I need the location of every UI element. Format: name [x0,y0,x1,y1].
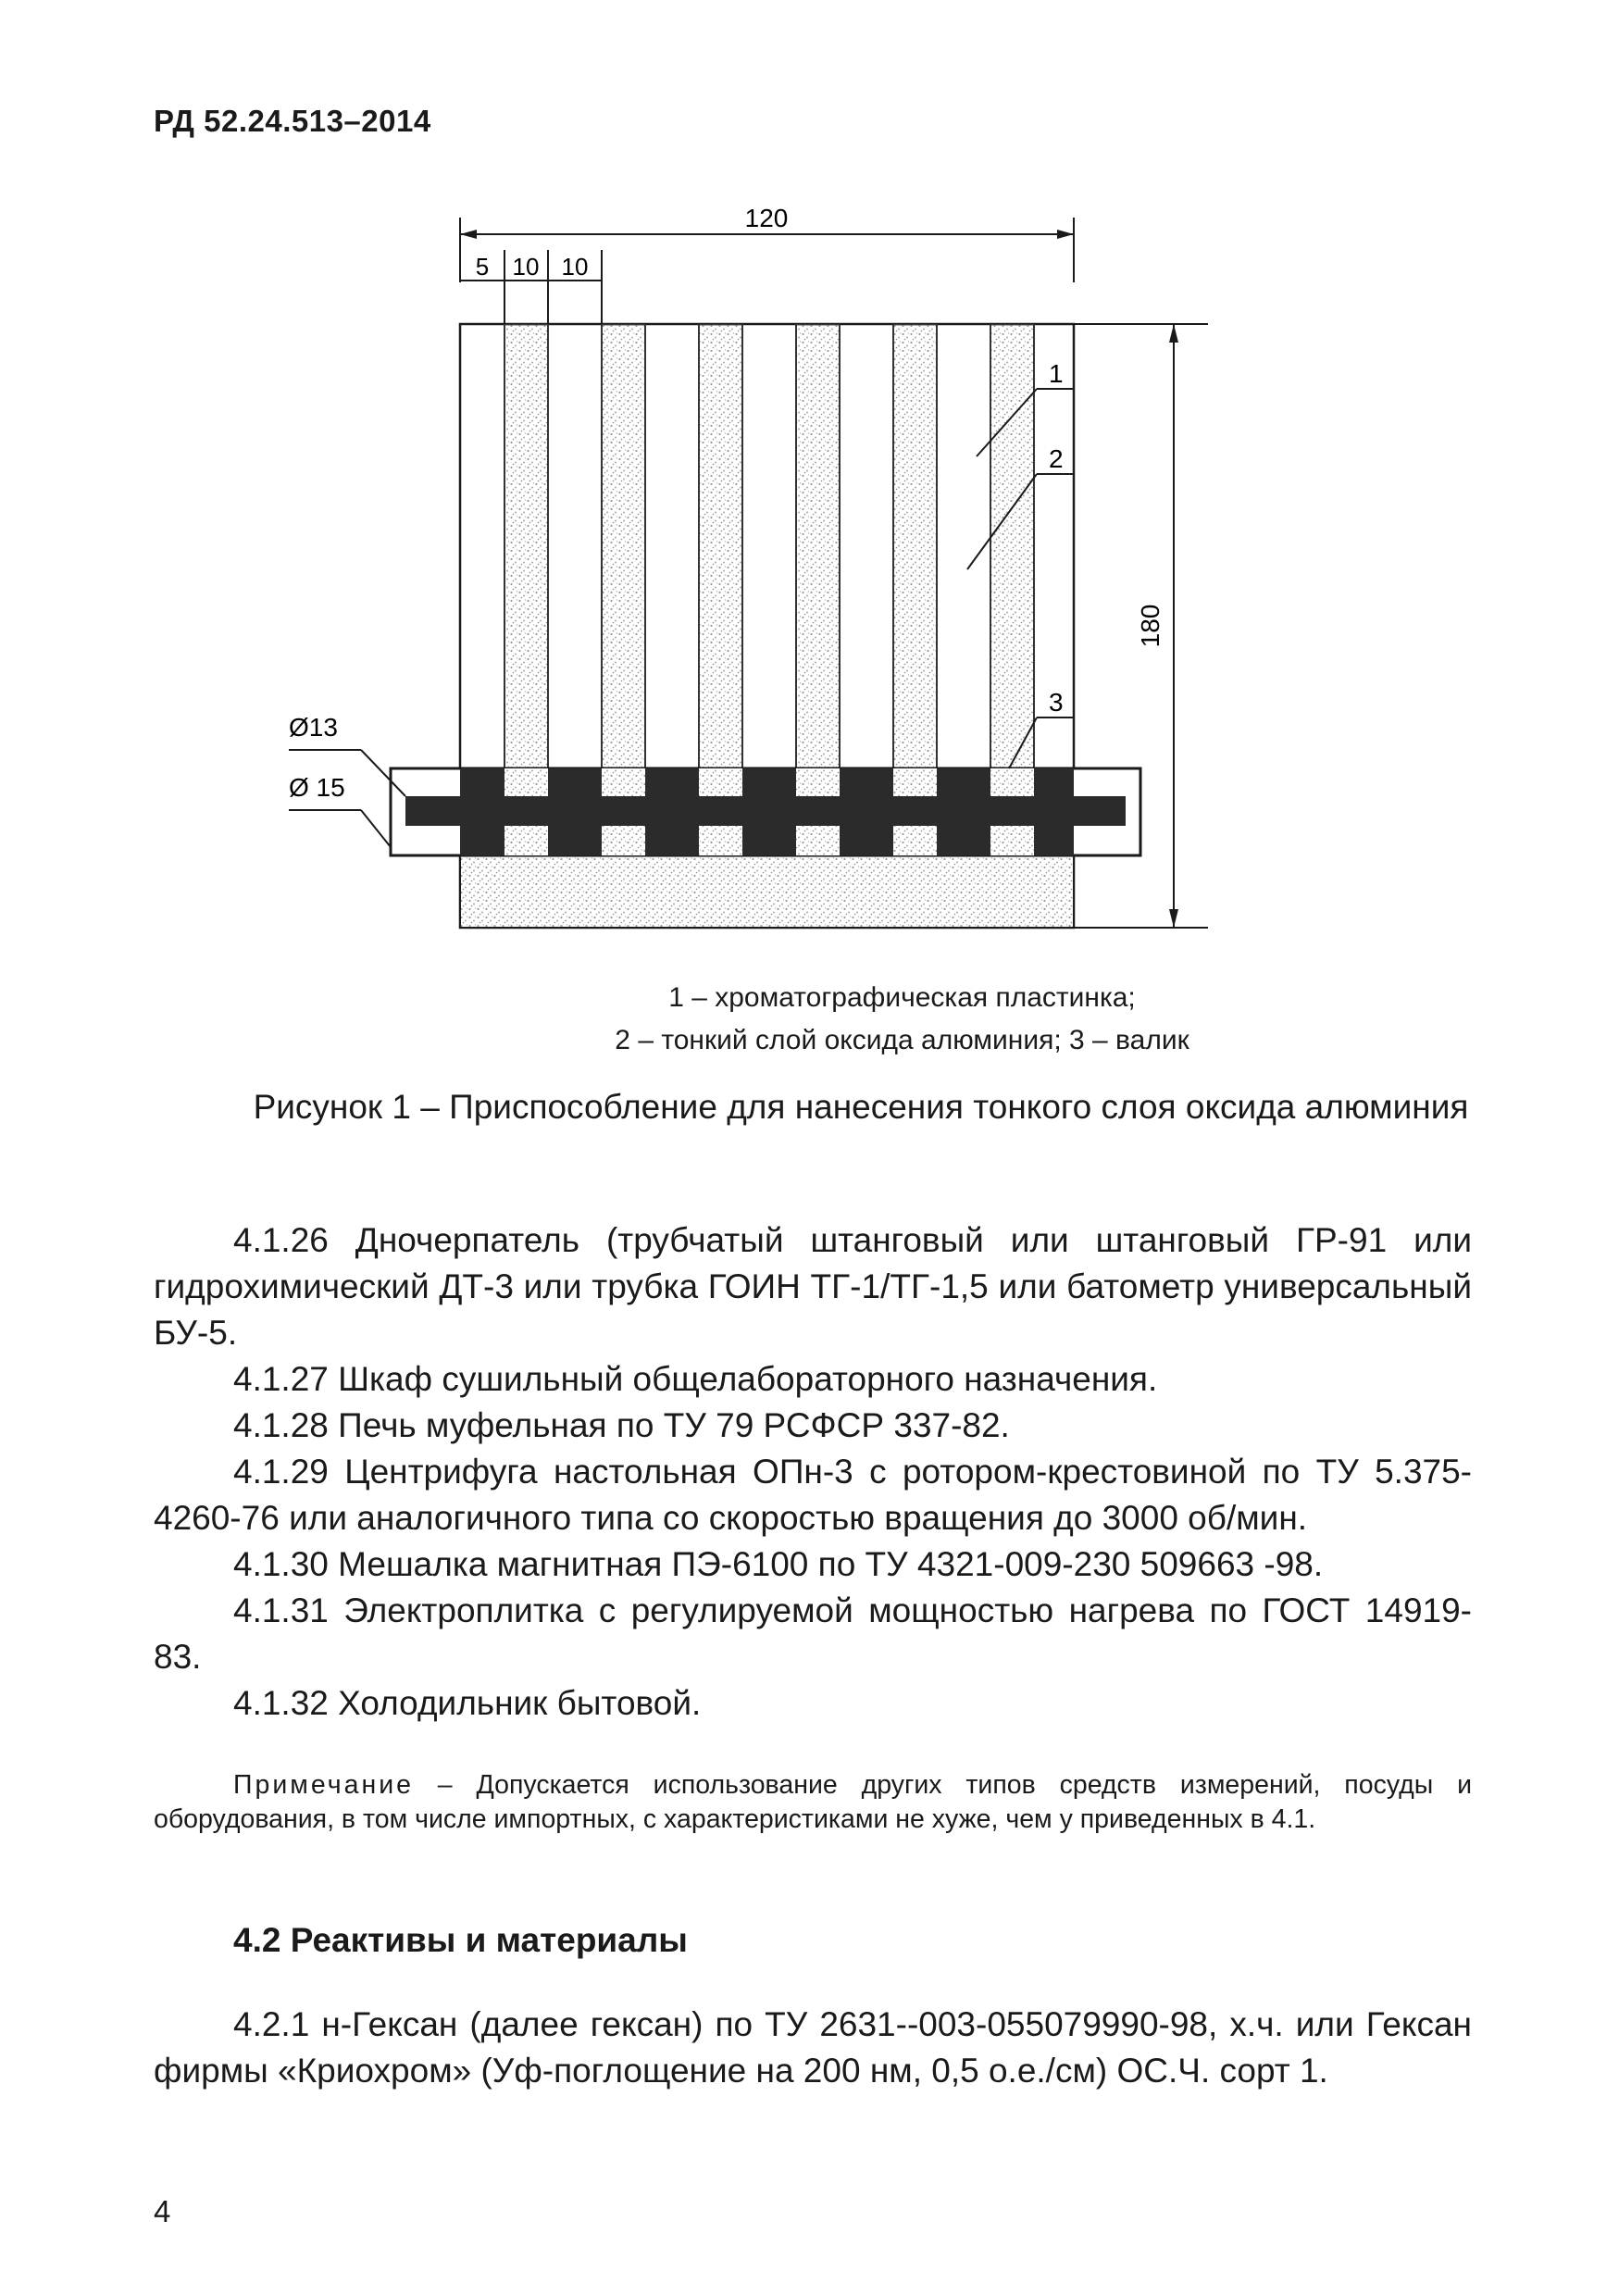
dim-strip-width: 10 [512,253,540,281]
document-code: РД 52.24.513–2014 [154,104,431,138]
diameter-15-label: Ø 15 [289,773,345,802]
legend-line-2: 2 – тонкий слой оксида алюминия; 3 – валик [615,1025,1189,1055]
paragraph-4-1-30: 4.1.30 Мешалка магнитная ПЭ-6100 по ТУ 4321-009-230 509663 -98. [233,1545,1324,1583]
figure-legend [0,977,1619,1062]
dim-total-width: 120 [744,204,789,232]
dim-height: 180 [1136,604,1164,648]
paragraph-4-1-31: 4.1.31 Электроплитка с регулируемой мощностью нагрева по ГОСТ 14919-83. [154,1591,1472,1676]
paragraph-4-1-26: 4.1.26 Дночерпатель (трубчатый штанговый или штанговый ГР-91 или гидрохимический ДТ-3 или трубка ГОИН ТГ-1/ТГ-1,5 или батометр универсальный БУ-5. [154,1221,1472,1352]
paragraph-4-1-27: 4.1.27 Шкаф сушильный общелабораторного назначения. [233,1360,1158,1398]
section-heading: 4.2 Реактивы и материалы [233,1921,688,1959]
note [154,1768,1472,1837]
dim-strip-gap: 10 [561,253,589,281]
paragraph-4-1-28: 4.1.28 Печь муфельная по ТУ 79 РСФСР 337-82. [233,1406,1010,1444]
diameter-13-label: Ø13 [289,713,338,742]
paragraph-4-1-29: 4.1.29 Центрифуга настольная ОПн-3 с ротором-крестовиной по ТУ 5.375-4260-76 или аналогичного типа со скоростью вращения до 3000 об/мин. [154,1453,1472,1537]
legend-line-1: 1 – хроматографическая пластинка; [668,982,1136,1013]
device-figure [268,199,1213,949]
paragraph-4-1-32: 4.1.32 Холодильник бытовой. [233,1684,702,1722]
callout-2: 2 [1049,444,1064,473]
reagents-list [154,2002,1472,2094]
roller [391,768,1140,855]
page-number: 4 [154,2194,171,2228]
dim-edge-gap: 5 [475,253,490,281]
figure-caption: Рисунок 1 – Приспособление для нанесения тонкого слоя оксида алюминия [253,1088,1469,1126]
note-label: Примечание [233,1770,414,1800]
paragraph-4-2-1: 4.2.1 н-Гексан (далее гексан) по ТУ 2631--003-055079990-98, х.ч. или Гексан фирмы «Криохром» (Уф-поглощение на 200 нм, 0,5 о.е./см) ОС.Ч. сорт 1. [154,2005,1472,2090]
callout-1: 1 [1049,359,1064,388]
note-text: – Допускается использование других типов средств измерений, посуды и оборудования, в том числе импортных, с характеристиками не хуже, чем у приведенных в 4.1. [154,1770,1472,1834]
equipment-list [154,1217,1472,1727]
callout-3: 3 [1049,688,1064,717]
